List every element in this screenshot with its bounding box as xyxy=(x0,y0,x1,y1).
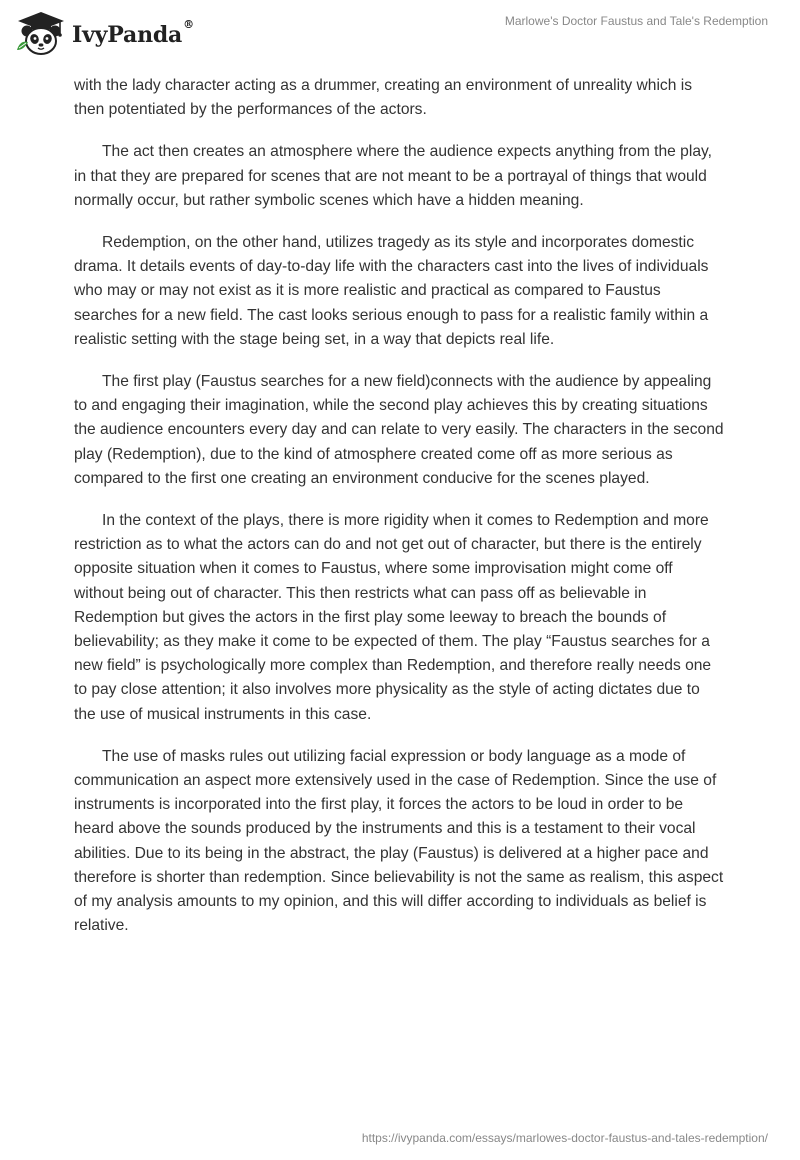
essay-body xyxy=(74,74,724,957)
ivypanda-logo[interactable] xyxy=(14,8,194,60)
paragraph: Redemption, on the other hand, utilizes tragedy as its style and incorporates domestic drama. It details events of day-to-day life with the characters cast into the lives of individuals who may or may not exist as it is more realistic and practical as compared to Faustus searches for a new field. The cast looks serious enough to pass for a realistic family within a realistic setting with the stage being set, in a way that depicts real life. xyxy=(74,234,709,348)
paragraph: The first play (Faustus searches for a new field)connects with the audience by appealing to and engaging their imagination, while the second play achieves this by creating situations the audience encounters every day and can relate to very easily. The characters in the second play (Redemption), due to the kind of atmosphere created come off as more serious as compared to the first one creating an environment conducive for the scenes played. xyxy=(74,373,724,487)
paragraph: The use of masks rules out utilizing facial expression or body language as a mode of communication an aspect more extensively used in the case of Redemption. Since the use of instruments is incorporated into the first play, it forces the actors to be loud in order to be heard above the sounds produced by the instruments and this is a testament to their vocal abilities. Due to its being in the abstract, the play (Faustus) is delivered at a higher pace and therefore is shorter than redemption. Since believability is not the same as realism, this aspect of my analysis amounts to my opinion, and this will differ according to individuals as belief is relative. xyxy=(74,747,724,935)
page-header xyxy=(0,0,800,70)
panda-graduate-icon xyxy=(14,10,68,58)
paragraph: with the lady character acting as a drummer, creating an environment of unreality which is then potentiated by the performances of the actors. xyxy=(74,77,692,119)
source-url-link[interactable]: https://ivypanda.com/essays/marlowes-doctor-faustus-and-tales-redemption/ xyxy=(361,1131,768,1145)
paragraph: In the context of the plays, there is more rigidity when it comes to Redemption and more restriction as to what the actors can do and not get out of character, but there is the entirely opposite situation when it comes to Faustus, where some improvisation might come off without being out of character. This then restricts what can pass off as believable in Redemption but gives the actors in the first play some leeway to breach the bounds of believability; as they make it come to be expected of them. The play “Faustus searches for a new field” is psychologically more complex than Redemption, and therefore really needs one to pay close attention; it also involves more physicality as the style of acting dictates due to the use of musical instruments in this case. xyxy=(74,512,712,723)
document-title: Marlowe's Doctor Faustus and Tale's Redemption xyxy=(504,14,768,28)
paragraph: The act then creates an atmosphere where the audience expects anything from the play, in that they are prepared for scenes that are not meant to be a portrayal of things that would normally occur, but rather symbolic scenes which have a hidden meaning. xyxy=(74,143,712,209)
logo-text: IvyPanda® xyxy=(72,18,194,48)
